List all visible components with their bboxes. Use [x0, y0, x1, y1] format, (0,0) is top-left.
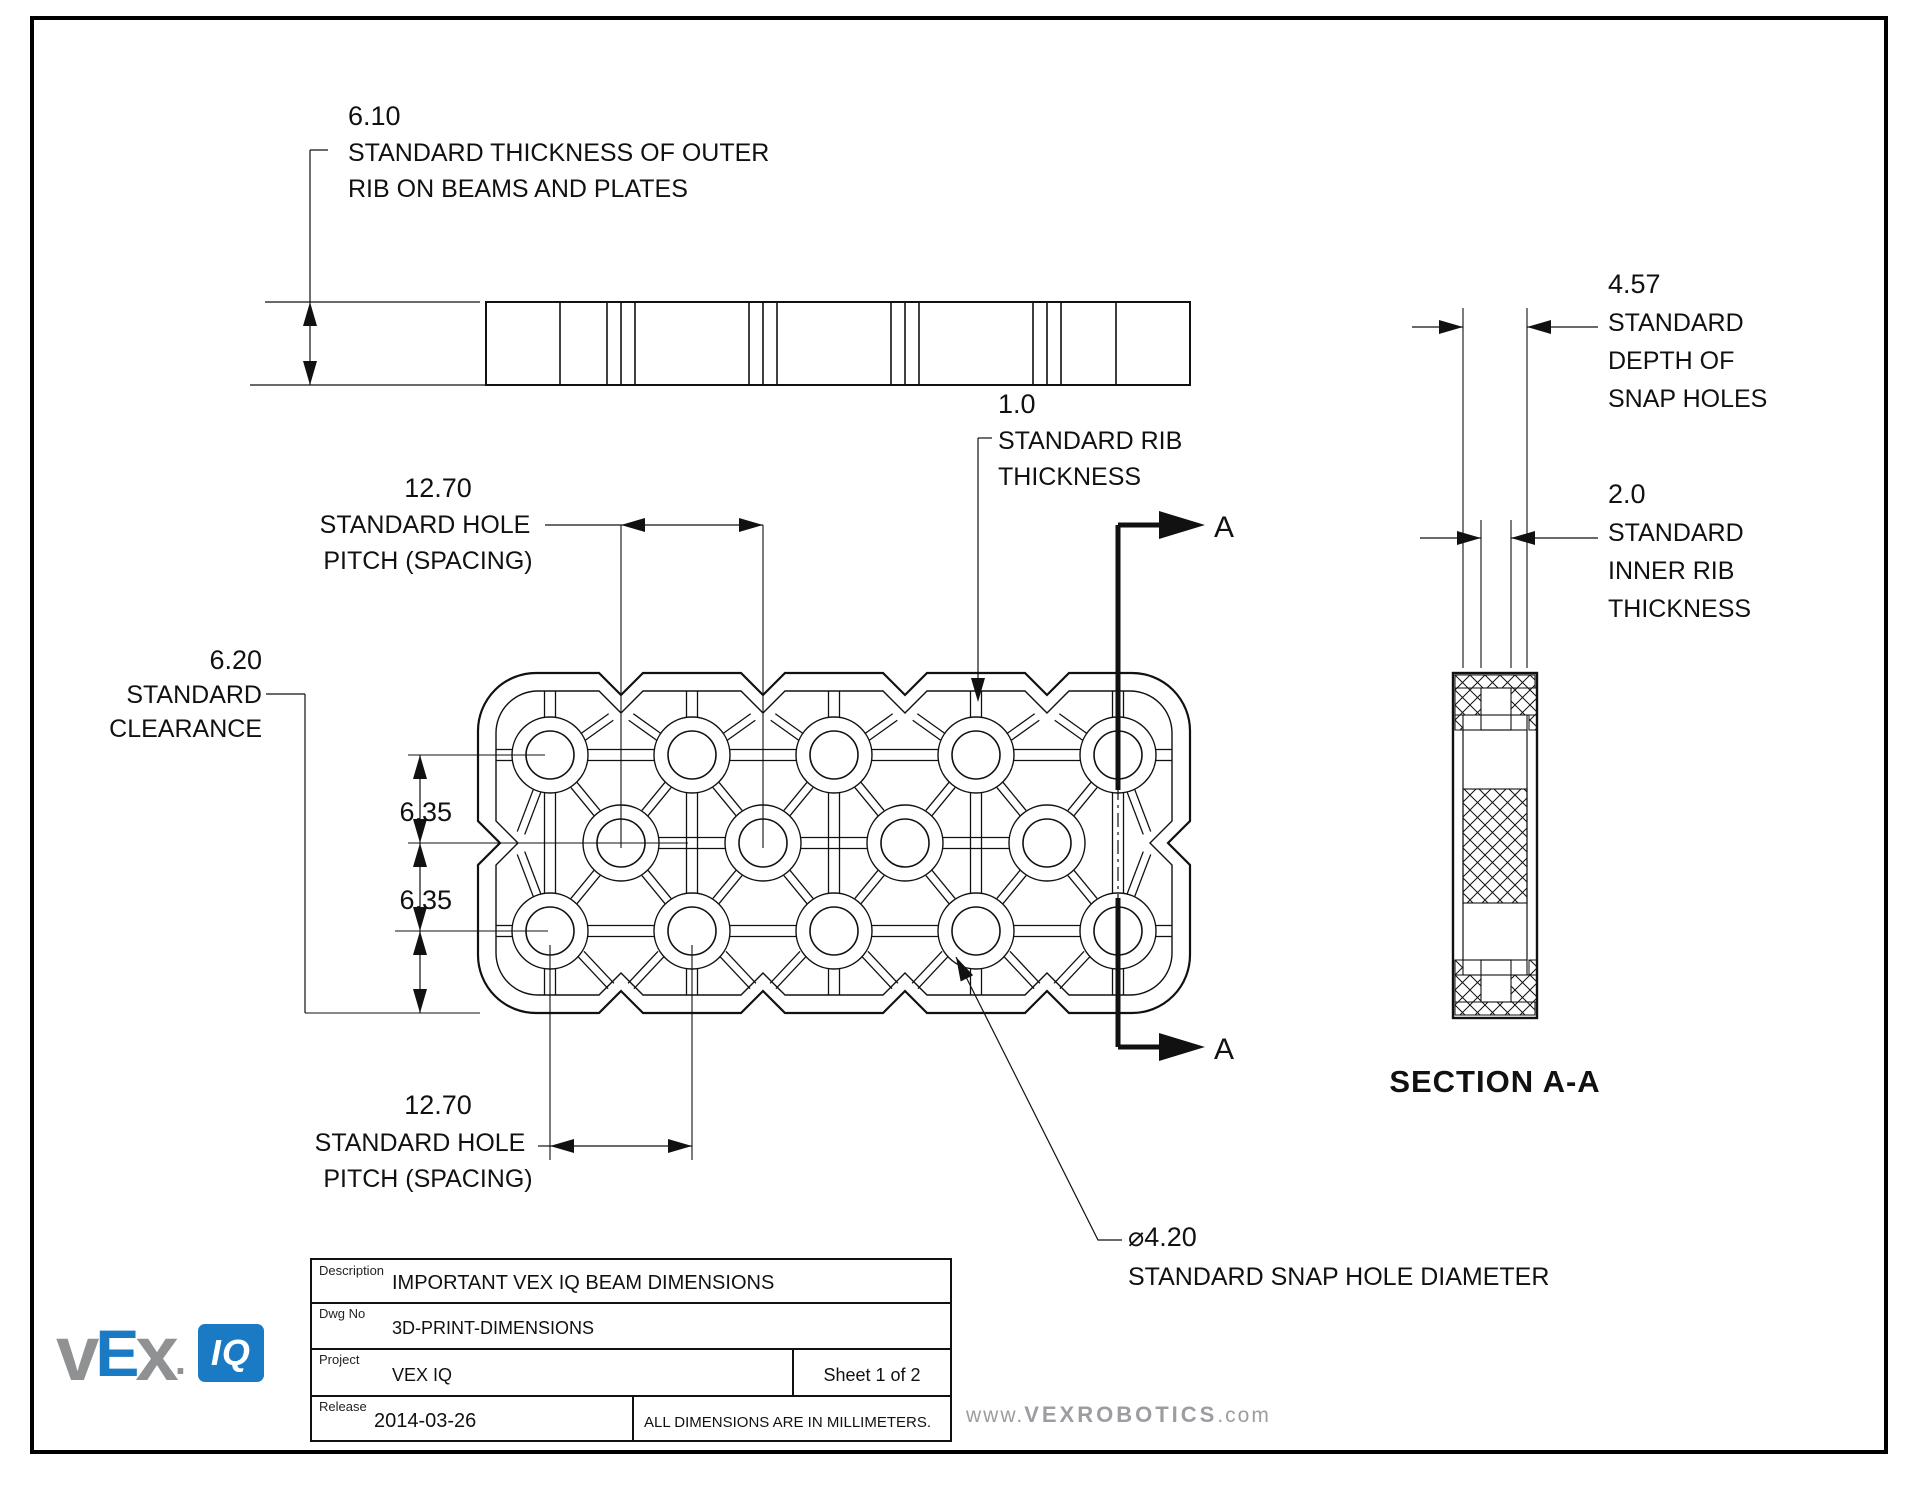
dim-snap-diameter-label: STANDARD SNAP HOLE DIAMETER	[1128, 1263, 1550, 1291]
dim-hole-pitch-top-value: 12.70	[404, 473, 472, 503]
section-title: SECTION A-A	[1389, 1064, 1601, 1099]
url-domain: VEXROBOTICS	[1024, 1402, 1218, 1427]
logo-letter-e: E	[95, 1316, 136, 1390]
dim-inner-rib-value: 2.0	[1608, 479, 1646, 509]
dim-hole-pitch-bottom-line2: PITCH (SPACING)	[323, 1165, 533, 1193]
dim-outer-rib-value: 6.10	[348, 101, 401, 131]
dim-hole-pitch-bottom-line1: STANDARD HOLE	[314, 1129, 526, 1157]
dim-clearance-line2: CLEARANCE	[109, 715, 262, 743]
dim-rib-thickness-value: 1.0	[998, 389, 1036, 419]
logo-iq-badge	[198, 1324, 264, 1382]
dim-hole-pitch-top-line2: PITCH (SPACING)	[323, 547, 533, 575]
url-www: www.	[966, 1404, 1025, 1427]
description-value: IMPORTANT VEX IQ BEAM DIMENSIONS	[392, 1272, 775, 1294]
dim-clearance-value: 6.20	[209, 645, 262, 675]
logo-iq-text: IQ	[210, 1332, 251, 1373]
dim-inner-rib-line2: INNER RIB	[1608, 557, 1735, 585]
dim-rib-thickness-line1: STANDARD RIB	[998, 427, 1183, 455]
release-label: Release	[319, 1399, 367, 1414]
dwg-no-label: Dwg No	[319, 1306, 366, 1321]
description-label: Description	[319, 1263, 385, 1278]
dim-outer-rib-line1: STANDARD THICKNESS OF OUTER	[348, 139, 770, 167]
title-block-divider	[312, 1302, 950, 1304]
dim-snap-depth-value: 4.57	[1608, 269, 1661, 299]
dim-inner-rib-line3: THICKNESS	[1608, 595, 1752, 623]
dim-row-spacing-top: 6.35	[399, 797, 452, 827]
website-url	[966, 1402, 1271, 1428]
dim-row-spacing-bottom: 6.35	[399, 885, 452, 915]
dim-clearance-line1: STANDARD	[126, 681, 262, 709]
release-date: 2014-03-26	[374, 1410, 477, 1432]
dim-hole-pitch-top-line1: STANDARD HOLE	[319, 511, 531, 539]
dim-snap-depth-line2: DEPTH OF	[1608, 347, 1735, 375]
section-marker-a-top: A	[1214, 511, 1235, 544]
project-value: VEX IQ	[392, 1365, 453, 1385]
url-com: .com	[1217, 1404, 1271, 1427]
dim-inner-rib-line1: STANDARD	[1608, 519, 1744, 547]
title-block-divider	[632, 1395, 634, 1442]
section-view	[1453, 673, 1537, 1018]
title-block	[310, 1258, 952, 1442]
logo-letter-v: v	[56, 1309, 96, 1397]
dim-snap-depth-line3: SNAP HOLES	[1608, 385, 1768, 413]
dim-hole-pitch-bottom-value: 12.70	[404, 1090, 472, 1120]
logo-dot: .	[174, 1339, 186, 1383]
title-block-divider	[312, 1348, 950, 1350]
dwg-no-value: 3D-PRINT-DIMENSIONS	[392, 1318, 595, 1338]
logo-letter-x: x	[135, 1309, 175, 1397]
units-note: ALL DIMENSIONS ARE IN MILLIMETERS.	[644, 1414, 932, 1431]
dim-snap-depth-line1: STANDARD	[1608, 309, 1744, 337]
section-marker-a-bottom: A	[1214, 1033, 1235, 1066]
vex-iq-logo	[56, 1309, 264, 1397]
dim-snap-diameter-value: ⌀4.20	[1128, 1222, 1197, 1252]
title-block-divider	[312, 1395, 950, 1397]
beam-side-view	[486, 302, 1190, 385]
dim-rib-thickness-line2: THICKNESS	[998, 463, 1142, 491]
dim-outer-rib-line2: RIB ON BEAMS AND PLATES	[348, 175, 688, 203]
sheet-number: Sheet 1 of 2	[823, 1365, 921, 1385]
project-label: Project	[319, 1352, 360, 1367]
